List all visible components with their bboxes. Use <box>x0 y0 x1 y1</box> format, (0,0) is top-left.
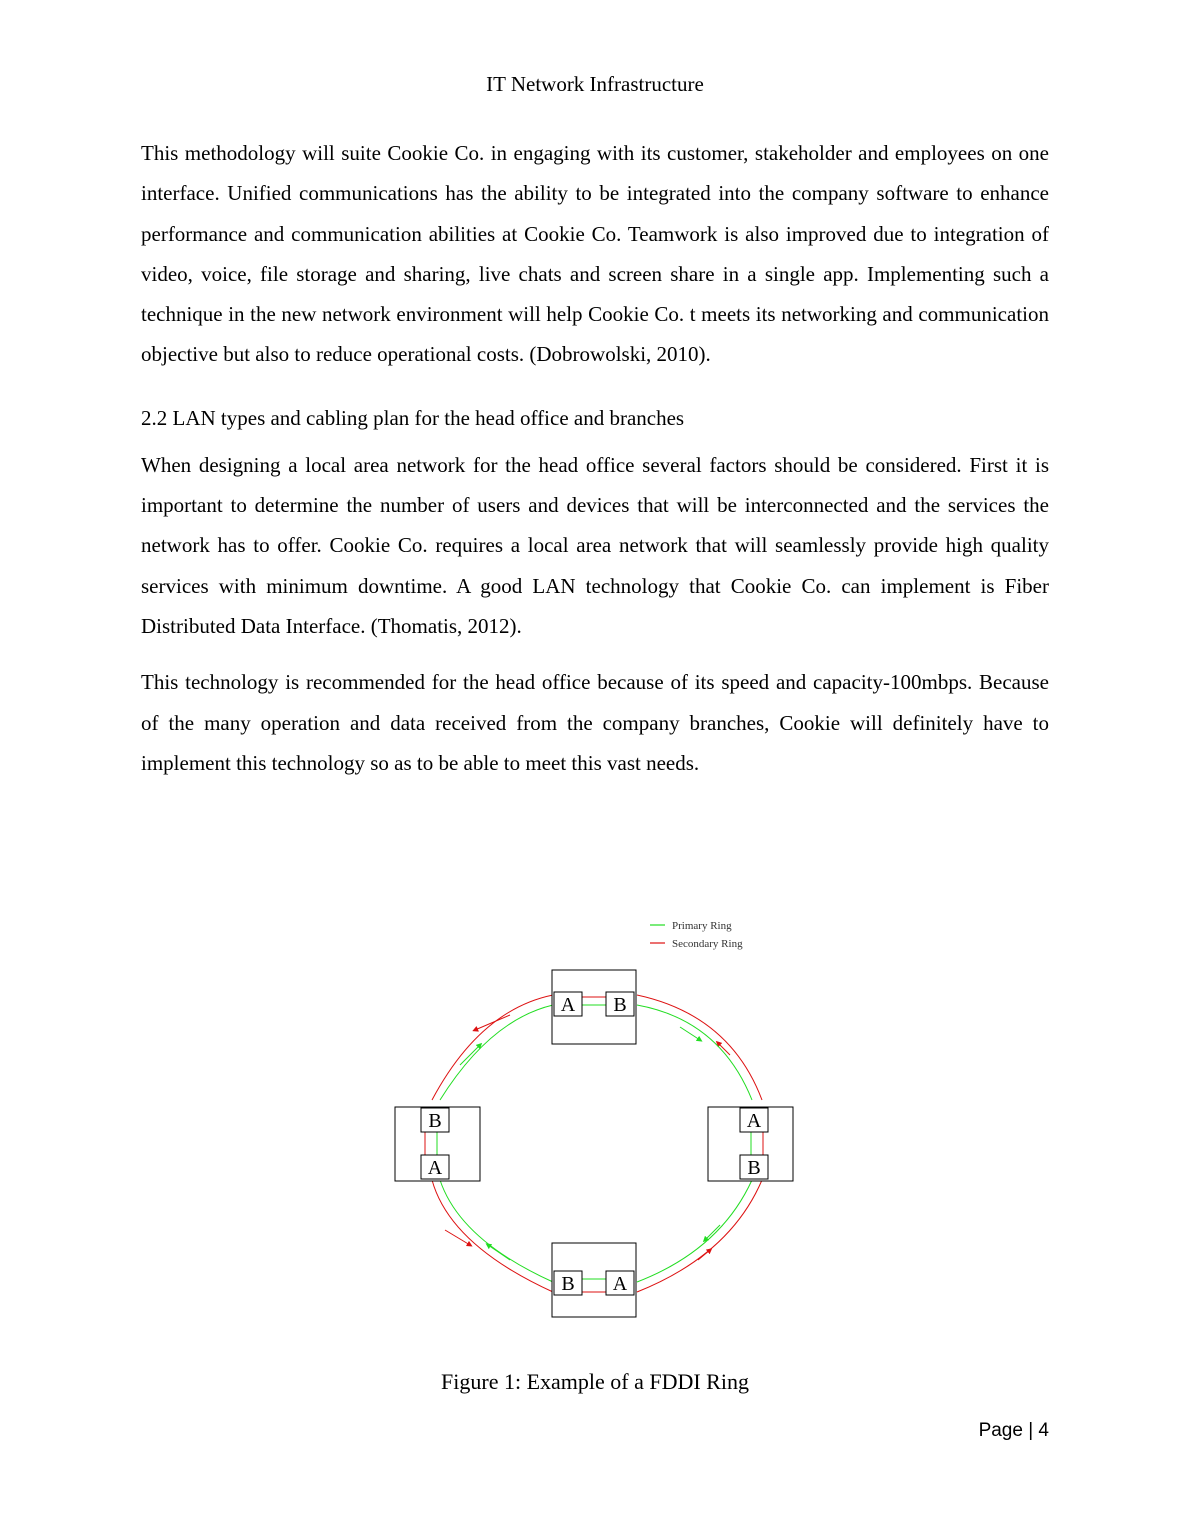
station-left-port-b: B <box>428 1110 442 1132</box>
station-bottom <box>552 1243 636 1317</box>
paragraph-fddi-recommendation: This technology is recommended for the head office because of its speed and capacity-100mbps. Because of the many operation and data received from the company branches, Cookie will definitely have to implement this technology so as to be able to meet this vast needs. <box>141 670 1049 775</box>
document-body <box>141 133 1049 799</box>
page-number: Page | 4 <box>978 1420 1049 1441</box>
legend-primary-label: Primary Ring <box>672 920 732 932</box>
station-top <box>552 970 636 1044</box>
fddi-ring-svg <box>380 905 810 1335</box>
primary-ring <box>440 1005 752 1282</box>
station-top-port-b: B <box>613 994 627 1016</box>
legend <box>650 920 743 950</box>
station-top-port-a: A <box>560 994 576 1016</box>
paragraph-lan-design: When designing a local area network for the head office several factors should be considered. First it is important to determine the number of users and devices that will be interconnected and the services the network has to offer. Cookie Co. requires a local area network that will seamlessly provide high quality services with minimum downtime. A good LAN technology that Cookie Co. can implement is Fiber Distributed Data Interface. (Thomatis, 2012). <box>141 452 1049 638</box>
station-left <box>395 1107 480 1181</box>
station-bottom-port-b: B <box>561 1273 575 1295</box>
legend-secondary-label: Secondary Ring <box>672 938 743 950</box>
station-bottom-port-a: A <box>612 1273 628 1295</box>
paragraph-unified-communications: This methodology will suite Cookie Co. in engaging with its customer, stakeholder and employees on one interface. Unified communications has the ability to be integrated into the company software to enhance performance and communication abilities at Cookie Co. Teamwork is also improved due to integration of video, voice, file storage and sharing, live chats and screen share in a single app. Implementing such a technique in the new network environment will help Cookie Co. t meets its networking and communication objective but also to reduce operational costs. (Dobrowolski, 2010). <box>141 141 1049 367</box>
station-right-port-b: B <box>747 1157 761 1179</box>
page-header: IT Network Infrastructure <box>486 72 704 96</box>
station-right-port-a: A <box>746 1110 762 1132</box>
station-right <box>708 1107 793 1181</box>
station-left-port-a: A <box>427 1157 443 1179</box>
figure-caption: Figure 1: Example of a FDDI Ring <box>441 1369 749 1394</box>
section-heading: 2.2 LAN types and cabling plan for the head office and branches <box>141 405 685 430</box>
fddi-ring-diagram <box>380 905 810 1335</box>
